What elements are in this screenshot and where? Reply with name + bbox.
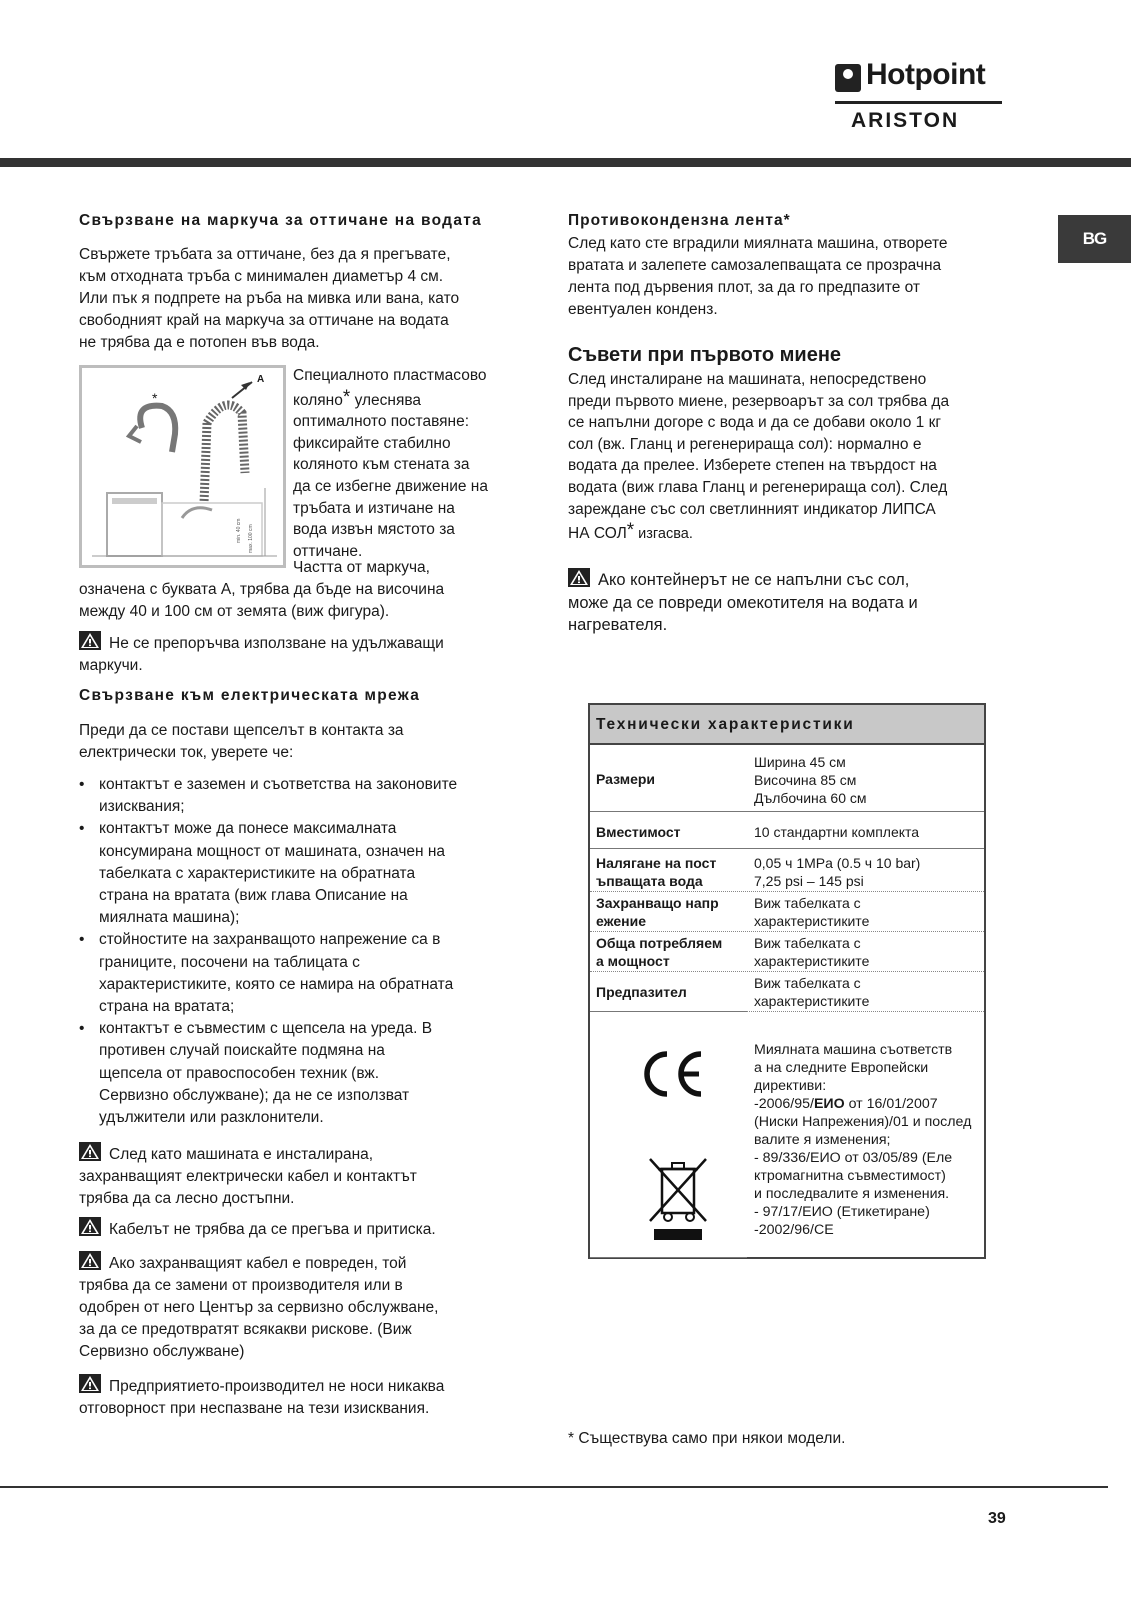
hotpoint-logo-icon [835, 64, 861, 92]
electrical-checklist [79, 774, 529, 1129]
list-item: • стойностите на захранващото напрежение са в границите, посочени на таблицата с характеристиките, която се намира на обратната страна на вратата; [79, 929, 529, 1018]
compliance-text: Миялната машина съответств а на следните Европейски директиви: -2006/95/ЕИО от 16/01/2007 (Ниски Напрежения)/01 и послед валите я изменения; - 89/336/ЕИО от 03/05/89 (Еле ктромагнитна съвместимост) и последвалите я изменения. - 97/17/ЕИО (Етикетиране) -2002/96/CE [754, 1042, 972, 1238]
drain-hose-paragraph: Свържете тръбата за оттичане, без да я прегъвате, към отходната тръба с минимален диаметър 4 см. Или пък я подпрете на ръба на мивка или вана, като свободният край на маркуча за оттичане на водата не трябва да е потопен във вода. [79, 246, 460, 351]
warning-cable-bend: Кабелът не трябва да се прегъва и притиска. [79, 1217, 529, 1241]
list-item: • контактът може да понесе максималната консумирана мощност от машината, означен на табелката с характеристиките на обратната страна на вратата (виж глава Описание на миялната машина); [79, 818, 529, 929]
table-row: Вместимост 10 стандартни комплекта [596, 824, 920, 840]
warning-icon [79, 1374, 101, 1393]
brand-logo [835, 60, 1005, 135]
electrical-intro: Преди да се постави щепселът в контакта за електрически ток, уверете че: [79, 722, 404, 761]
table-row: Обща потребляем а мощност Виж табелката с характеристиките [596, 935, 870, 969]
brand-sub: ARISTON [851, 109, 960, 132]
warning-icon [79, 631, 101, 650]
brand-rule [835, 101, 1002, 104]
drain-hose-figure [79, 365, 286, 568]
section-title-drain-hose: Свързване на маркуча за оттичане на водата [79, 212, 483, 229]
warning-extension-hoses: Не се препоръчва използване на удължаващи маркучи. [79, 631, 529, 677]
list-item: • контактът е съвместим с щепсела на уреда. В противен случай поискайте подмяна на щепсела от правоспособен техник (вж. Сервизно обслужване); да не се използват удължители или разклонители. [79, 1018, 529, 1129]
tech-specs-title: Технически характеристики [590, 705, 984, 745]
table-row: Налягане на пост ъпващата вода 0,05 ч 1MPa (0.5 ч 10 bar) 7,25 psi – 145 psi [596, 855, 921, 889]
footer-rule [0, 1486, 1108, 1488]
figure-scale-min: min. 40 cm [236, 518, 242, 543]
section-title-anticondensation: Противокондензна лента* [568, 212, 791, 229]
hose-height-text: Частта от маркуча, означена с буквата А, трябва да бъде на височина между 40 и 100 см от земята (виж фигура). [79, 559, 445, 620]
footnote-star: * [626, 520, 635, 542]
warning-salt: Ако контейнерът не се напълни със сол, може да се повреди омекотителя на водата и нагревателя. [568, 568, 1008, 637]
warning-cable-damaged: Ако захранващият кабел е повреден, той трябва да се замени от производителя или в одобрен от него Център за сервизно обслужване, за да се предотвратят всякакви рискове. (Виж Сервизно обслужване) [79, 1251, 529, 1363]
list-item: • контактът е заземен и съответства на законовите изисквания; [79, 774, 529, 818]
section-title-first-wash: Съвети при първото миене [568, 344, 842, 366]
anticondensation-paragraph: След като сте вградили миялната машина, отворете вратата и залепете самозалепващата се прозрачна лента под дървения плот, за да го предпазите от евентуален конденз. [568, 235, 948, 318]
figure-label-star: * [152, 390, 158, 406]
footnote-star: * [342, 386, 351, 408]
warning-icon [79, 1217, 101, 1236]
table-row: Предпазител Виж табелката с характеристиките [596, 975, 870, 1009]
language-tab: BG [1058, 215, 1131, 263]
figure-scale-max: max. 100 cm [248, 524, 254, 553]
header-band [0, 158, 1131, 167]
footnote: * Съществува само при някои модели. [568, 1430, 846, 1447]
first-wash-paragraph: След инсталиране на машината, непосредствено преди първото миене, резервоарът за сол трябва да се напълни догоре с вода и да се добави около 1 кг сол (вж. Гланц и регенерираща сол): нормално е водата да прелее. Изберете степен на твърдост на водата (виж глава Гланц и регенерираща сол). След зареждане със сол светлинният индикатор ЛИПСА НА СОЛ* изгасва. [568, 371, 950, 543]
weee-bin-icon [648, 1155, 708, 1241]
table-row: Размери Ширина 45 см Височина 85 см Дълбочина 60 см [596, 754, 867, 806]
tech-specs-table [588, 703, 986, 1259]
figure-label-a: A [257, 374, 265, 385]
warning-cable-access: След като машината е инсталирана, захранващият електрически кабел и контактът трябва да са лесно достъпни. [79, 1142, 529, 1210]
warning-icon [568, 568, 590, 587]
warning-icon [79, 1142, 101, 1161]
figure-side-text: Специалното пластмасово коляно* улеснява оптималното поставяне: фиксирайте стабилно коляното към стената за да се избегне движение на тръбата и изтичане на вода извън мястото за оттичане. [293, 367, 488, 560]
ce-mark-icon [637, 1048, 707, 1100]
warning-icon [79, 1251, 101, 1270]
section-title-electrical: Свързване към електрическата мрежа [79, 687, 421, 704]
page-number: 39 [988, 1510, 1006, 1527]
warning-liability: Предприятието-производител не носи никаква отговорност при неспазване на тези изисквания. [79, 1374, 539, 1420]
brand-name: Hotpoint [866, 58, 986, 91]
table-row: Захранващо напр ежение Виж табелката с характеристиките [596, 895, 870, 929]
